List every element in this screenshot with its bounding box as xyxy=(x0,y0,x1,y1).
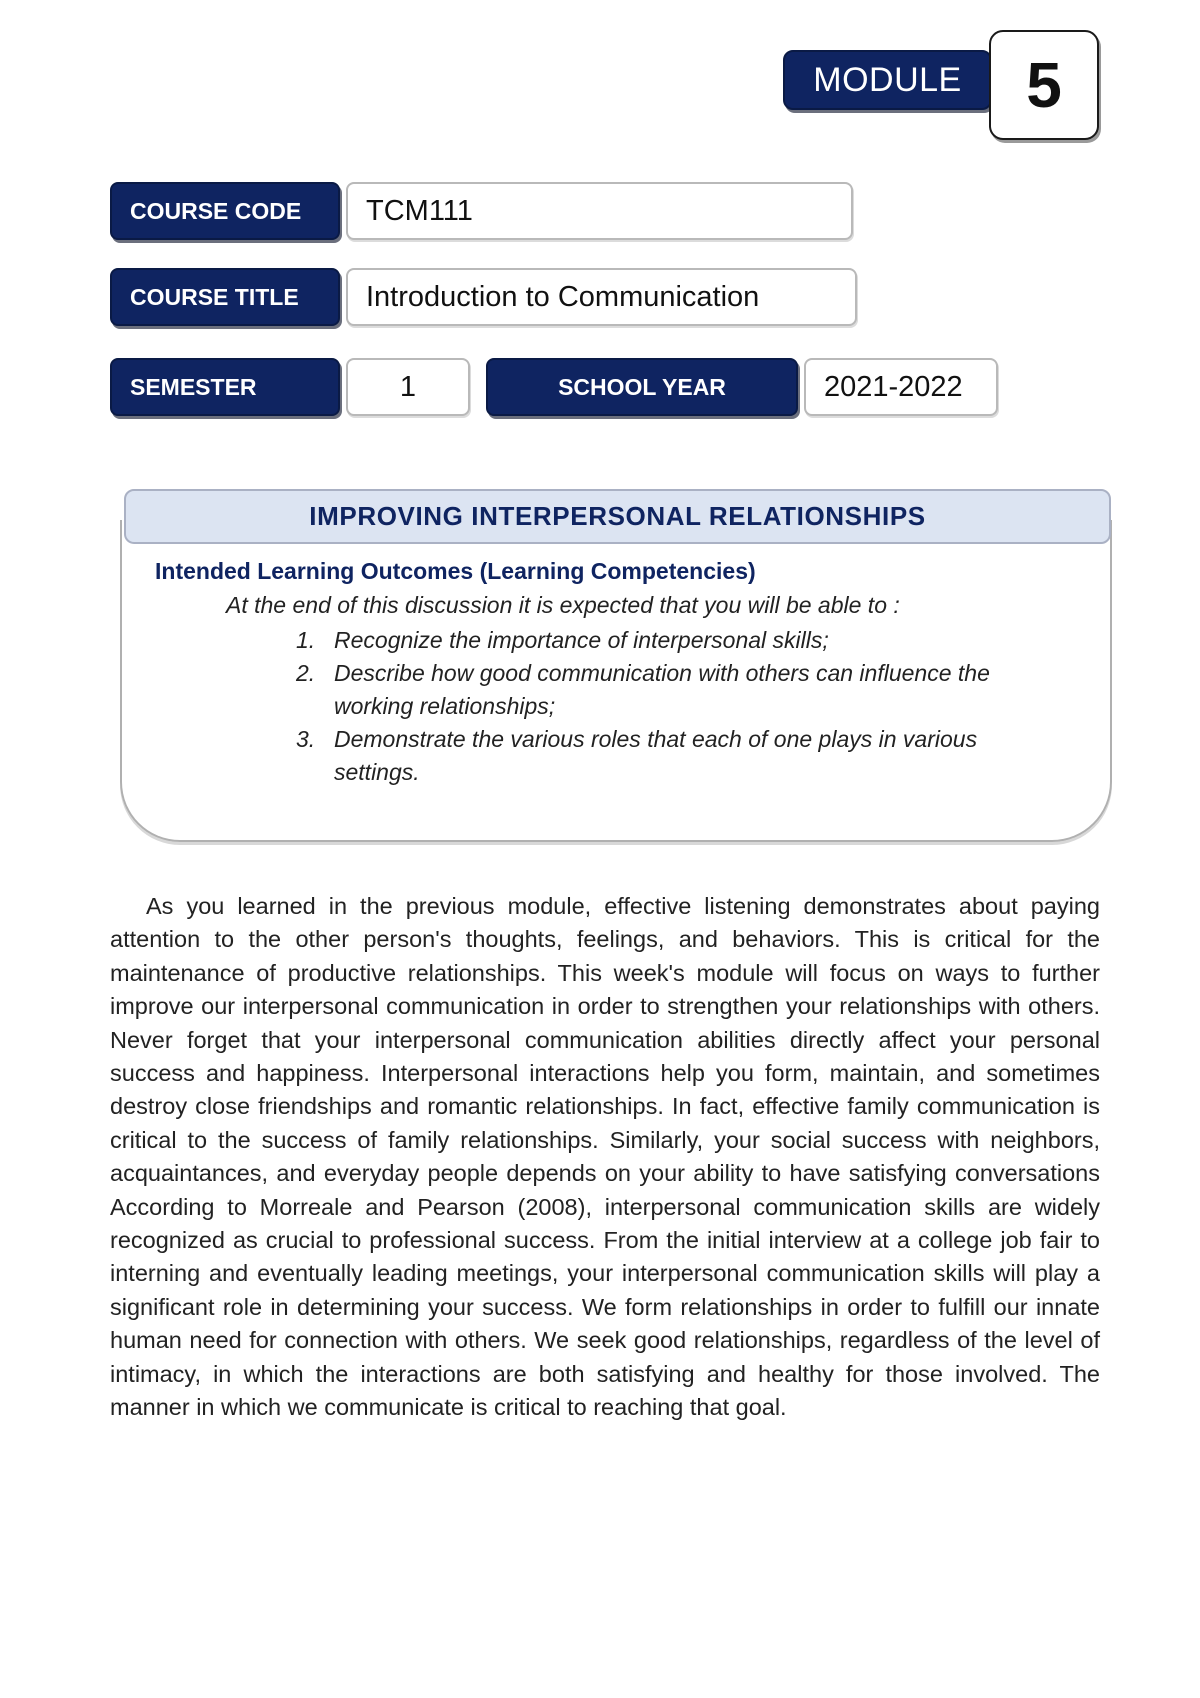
outcomes-list xyxy=(292,624,1052,789)
semester-label: SEMESTER xyxy=(110,358,340,416)
outcome-text: Recognize the importance of interpersonal skills; xyxy=(334,627,829,653)
outcome-item xyxy=(292,624,1052,657)
school-year-label: SCHOOL YEAR xyxy=(486,358,798,416)
course-title-value: Introduction to Communication xyxy=(346,268,857,326)
section-heading: IMPROVING INTERPERSONAL RELATIONSHIPS xyxy=(124,489,1111,544)
course-title-label: COURSE TITLE xyxy=(110,268,340,326)
module-label: MODULE xyxy=(783,50,992,110)
ilo-title: Intended Learning Outcomes (Learning Competencies) xyxy=(155,558,756,584)
school-year-value: 2021-2022 xyxy=(804,358,998,416)
outcome-number: 1. xyxy=(296,627,316,653)
outcome-item xyxy=(292,723,1052,789)
outcome-text: Describe how good communication with others can influence the working relationships; xyxy=(334,660,990,719)
course-code-value: TCM111 xyxy=(346,182,853,240)
course-code-label: COURSE CODE xyxy=(110,182,340,240)
semester-value: 1 xyxy=(346,358,470,416)
outcome-text: Demonstrate the various roles that each of one plays in various settings. xyxy=(334,726,978,785)
outcome-item xyxy=(292,657,1052,723)
module-number: 5 xyxy=(989,30,1099,140)
outcome-number: 2. xyxy=(296,660,316,686)
ilo-intro: At the end of this discussion it is expected that you will be able to : xyxy=(226,592,900,618)
body-paragraph: As you learned in the previous module, effective listening demonstrates about paying attention to the other person's thoughts, feelings, and behaviors. This is critical for the maintenance of productive relationships. This week's module will focus on ways to further improve our interpersonal communication in order to strengthen your relationships with others. Never forget that your interpersonal communication abilities directly affect your personal success and happiness. Interpersonal interactions help you form, maintain, and sometimes destroy close friendships and romantic relationships. In fact, effective family communication is critical to the success of family relationships. Similarly, your social success with neighbors, acquaintances, and everyday people depends on your ability to have satisfying conversations According to Morreale and Pearson (2008), interpersonal communication skills are widely recognized as crucial to professional success. From the initial interview at a college job fair to interning and eventually leading meetings, your interpersonal communication skills will play a significant role in determining your success. We form relationships in order to fulfill our innate human need for connection with others. We seek good relationships, regardless of the level of intimacy, in which the interactions are both satisfying and healthy for those involved. The manner in which we communicate is critical to reaching that goal. xyxy=(110,893,1100,1421)
outcome-number: 3. xyxy=(296,726,316,752)
